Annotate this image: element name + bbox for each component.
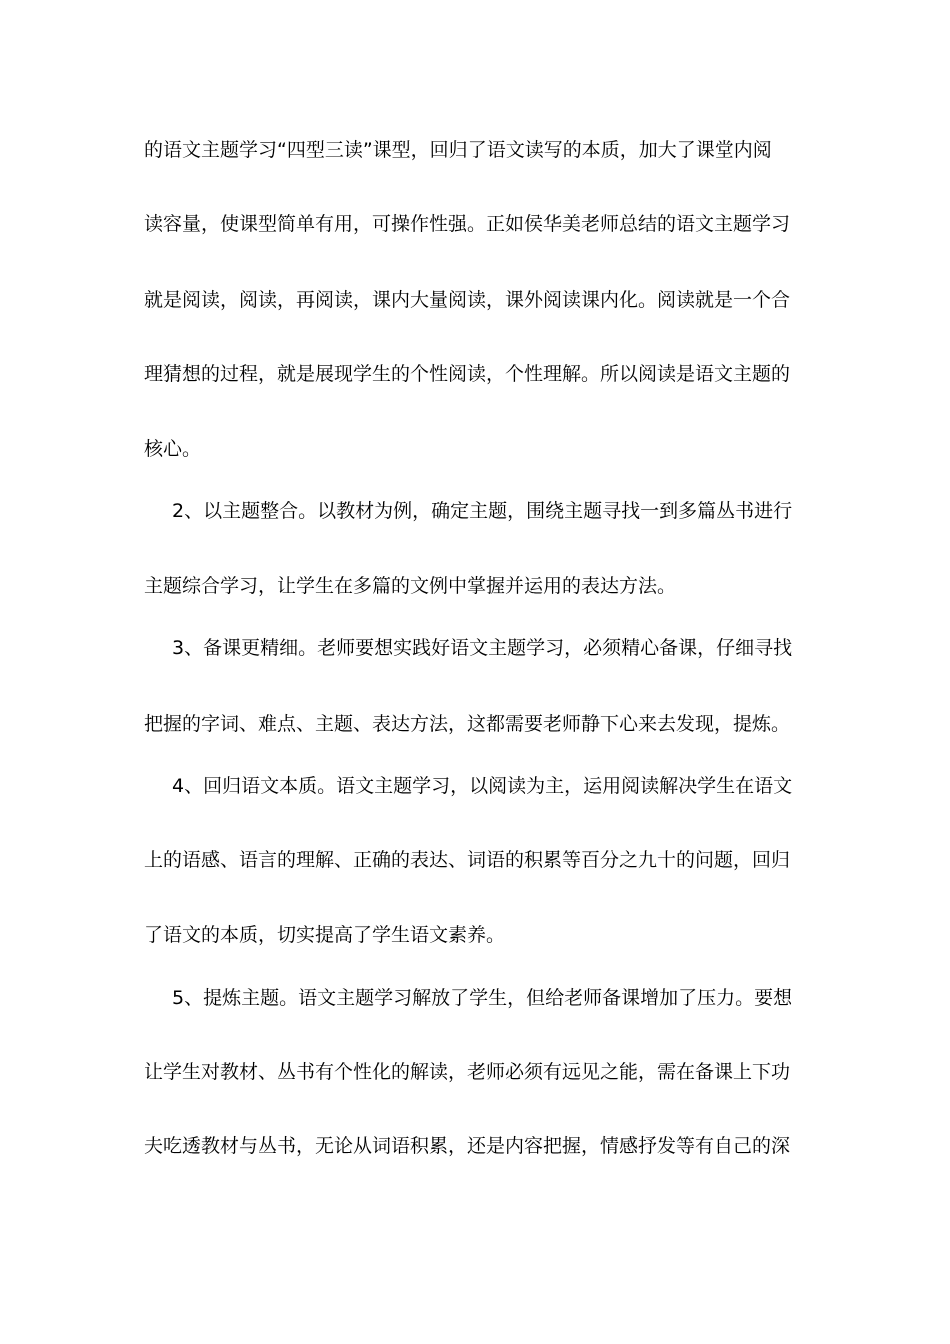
text-line: 让学生对教材、丛书有个性化的解读，老师必须有远见之能，需在备课上下功 <box>144 1061 791 1083</box>
text-line: 核心。 <box>144 438 202 460</box>
paragraph-2-first-line: 2、以主题整合。以教材为例，确定主题，围绕主题寻找一到多篇丛书进行 <box>172 500 793 522</box>
paragraph-4-first-line: 4、回归语文本质。语文主题学习，以阅读为主，运用阅读解决学生在语文 <box>172 775 793 797</box>
text-line: 上的语感、语言的理解、正确的表达、词语的积累等百分之九十的问题，回归 <box>144 849 791 871</box>
text-line: 把握的字词、难点、主题、表达方法，这都需要老师静下心来去发现，提炼。 <box>144 713 791 735</box>
text-line: 夫吃透教材与丛书，无论从词语积累，还是内容把握，情感抒发等有自己的深 <box>144 1135 791 1157</box>
text-line: 主题综合学习，让学生在多篇的文例中掌握并运用的表达方法。 <box>144 575 677 597</box>
text-line: 的语文主题学习“四型三读”课型，回归了语文读写的本质，加大了课堂内阅 <box>144 139 772 161</box>
paragraph-5-first-line: 5、提炼主题。语文主题学习解放了学生，但给老师备课增加了压力。要想 <box>172 987 793 1009</box>
text-line: 就是阅读，阅读，再阅读，课内大量阅读，课外阅读课内化。阅读就是一个合 <box>144 289 791 311</box>
text-line: 读容量，使课型简单有用，可操作性强。正如侯华美老师总结的语文主题学习 <box>144 213 791 235</box>
paragraph-3-first-line: 3、备课更精细。老师要想实践好语文主题学习，必须精心备课，仔细寻找 <box>172 637 793 659</box>
text-line: 了语文的本质，切实提高了学生语文素养。 <box>144 924 506 946</box>
text-line: 理猜想的过程，就是展现学生的个性阅读，个性理解。所以阅读是语文主题的 <box>144 363 791 385</box>
